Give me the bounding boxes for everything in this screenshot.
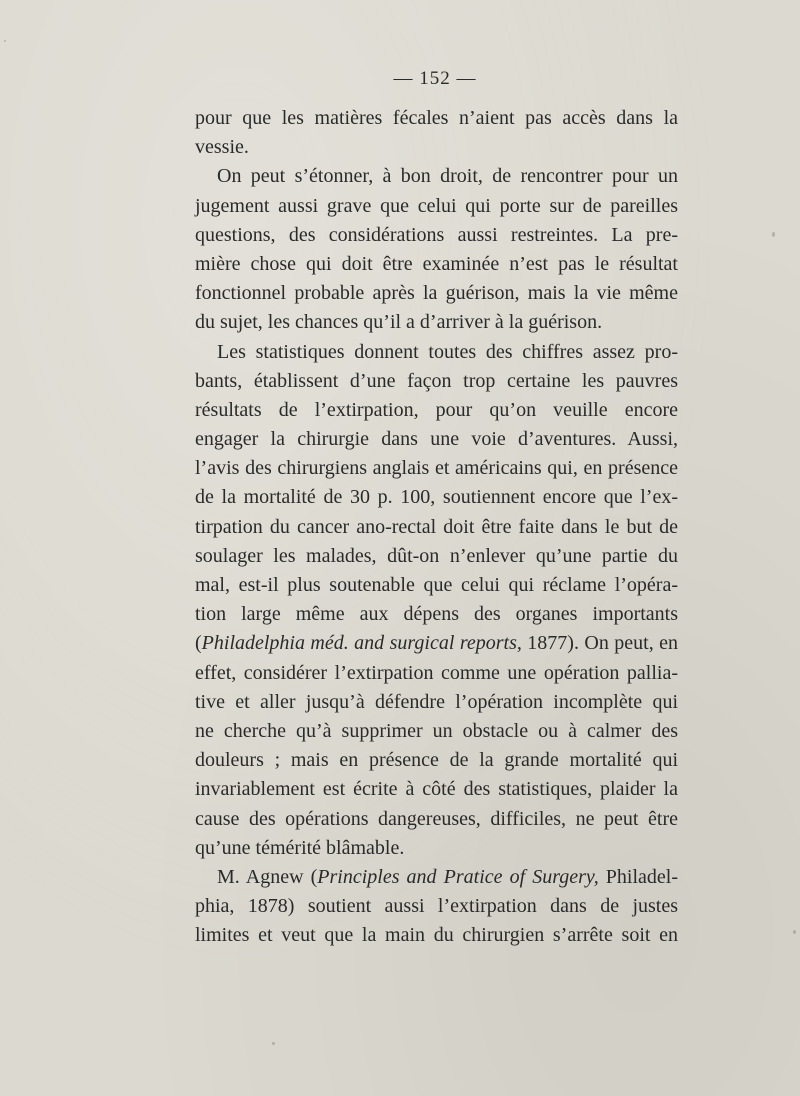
text-line bbox=[195, 454, 678, 483]
text-segment: limites et veut que la main du chirurgien s’arrête soit en bbox=[195, 924, 678, 947]
text-line bbox=[195, 513, 678, 542]
text-segment: l’avis des chirurgiens anglais et américains qui, en présence bbox=[195, 457, 678, 480]
text-line bbox=[195, 629, 678, 658]
text-line bbox=[195, 863, 678, 892]
text-line bbox=[195, 250, 678, 279]
text-line bbox=[195, 600, 678, 629]
text-segment: invariablement est écrite à côté des statistiques, plaider la bbox=[195, 778, 678, 801]
text-line bbox=[195, 805, 678, 834]
text-line bbox=[195, 746, 678, 775]
text-segment: pour que les matières fécales n’aient pas accès dans la bbox=[195, 107, 678, 129]
text-segment: mal, est-il plus soutenable que celui qui réclame l’opéra- bbox=[195, 574, 678, 596]
text-line bbox=[195, 775, 678, 804]
text-segment: soulager les malades, dût-on n’enlever qu’une partie du bbox=[195, 544, 678, 567]
paper-speck bbox=[793, 930, 796, 934]
text-segment: On peut s’étonner, à bon droit, de rencontrer pour un bbox=[217, 165, 678, 188]
text-segment: résultats de l’extirpation, pour qu’on veuille encore bbox=[195, 398, 678, 421]
citation-italic: Philadelphia méd. and surgical reports, bbox=[201, 632, 522, 655]
text-segment: du sujet, les chances qu’il a d’arriver à la guérison. bbox=[195, 311, 603, 334]
paper-speck bbox=[272, 1042, 275, 1045]
text-line bbox=[195, 133, 678, 162]
text-segment: fonctionnel probable après la guérison, mais la vie même bbox=[195, 282, 678, 305]
text-line bbox=[195, 279, 678, 308]
text-line bbox=[195, 338, 678, 367]
text-line bbox=[195, 367, 678, 396]
text-line bbox=[195, 483, 678, 512]
text-line bbox=[195, 659, 678, 688]
text-line bbox=[195, 396, 678, 425]
paper-speck bbox=[772, 232, 775, 237]
text-line bbox=[195, 571, 678, 600]
text-segment: effet, considérer l’extirpation comme une opération pallia- bbox=[195, 661, 678, 684]
text-segment: qu’une témérité blâmable. bbox=[195, 836, 405, 859]
text-segment: Les statistiques donnent toutes des chiffres assez pro- bbox=[217, 340, 678, 363]
page-number: — 152 — bbox=[393, 68, 477, 89]
text-line bbox=[195, 834, 678, 863]
text-segment: tive et aller jusqu’à défendre l’opération incomplète qui bbox=[195, 690, 678, 713]
text-line bbox=[195, 921, 678, 950]
text-segment: engager la chirurgie dans une voie d’aventures. Aussi, bbox=[195, 428, 678, 451]
text-line bbox=[195, 717, 678, 746]
text-segment: M. Agnew ( bbox=[217, 865, 318, 888]
text-segment: tion large même aux dépens des organes importants bbox=[195, 603, 678, 626]
text-line bbox=[195, 104, 678, 133]
text-line bbox=[195, 192, 678, 221]
text-segment: bants, établissent d’une façon trop certaine les pauvres bbox=[195, 369, 678, 392]
text-segment: jugement aussi grave que celui qui porte sur de pareilles bbox=[195, 194, 678, 217]
text-segment: ne cherche qu’à supprimer un obstacle ou à calmer des bbox=[195, 719, 678, 742]
text-segment: ( bbox=[195, 632, 202, 655]
text-segment: tirpation du cancer ano-rectal doit être faite dans le but de bbox=[195, 515, 678, 538]
text-line bbox=[195, 892, 678, 921]
text-segment: vessie. bbox=[195, 136, 249, 159]
text-segment: cause des opérations dangereuses, difficiles, ne peut être bbox=[195, 807, 678, 830]
text-segment: Philadel- bbox=[598, 865, 678, 888]
text-segment: 1877). On peut, en bbox=[521, 632, 678, 655]
citation-italic: Principles and Pratice of Surgery, bbox=[317, 865, 599, 888]
paper-speck bbox=[4, 40, 6, 42]
text-segment: de la mortalité de 30 p. 100, soutiennent encore que l’ex- bbox=[195, 486, 678, 509]
text-segment: phia, 1878) soutient aussi l’extirpation dans de justes bbox=[195, 895, 678, 918]
text-line bbox=[195, 308, 678, 337]
text-segment: questions, des considérations aussi restreintes. La pre- bbox=[195, 223, 678, 246]
text-line bbox=[195, 542, 678, 571]
text-line bbox=[195, 221, 678, 250]
text-segment: mière chose qui doit être examinée n’est pas le résultat bbox=[195, 252, 678, 275]
text-line bbox=[195, 425, 678, 454]
text-line bbox=[195, 162, 678, 191]
text-segment: douleurs ; mais en présence de la grande mortalité qui bbox=[195, 749, 678, 772]
body-text bbox=[195, 104, 678, 950]
text-line bbox=[195, 688, 678, 717]
